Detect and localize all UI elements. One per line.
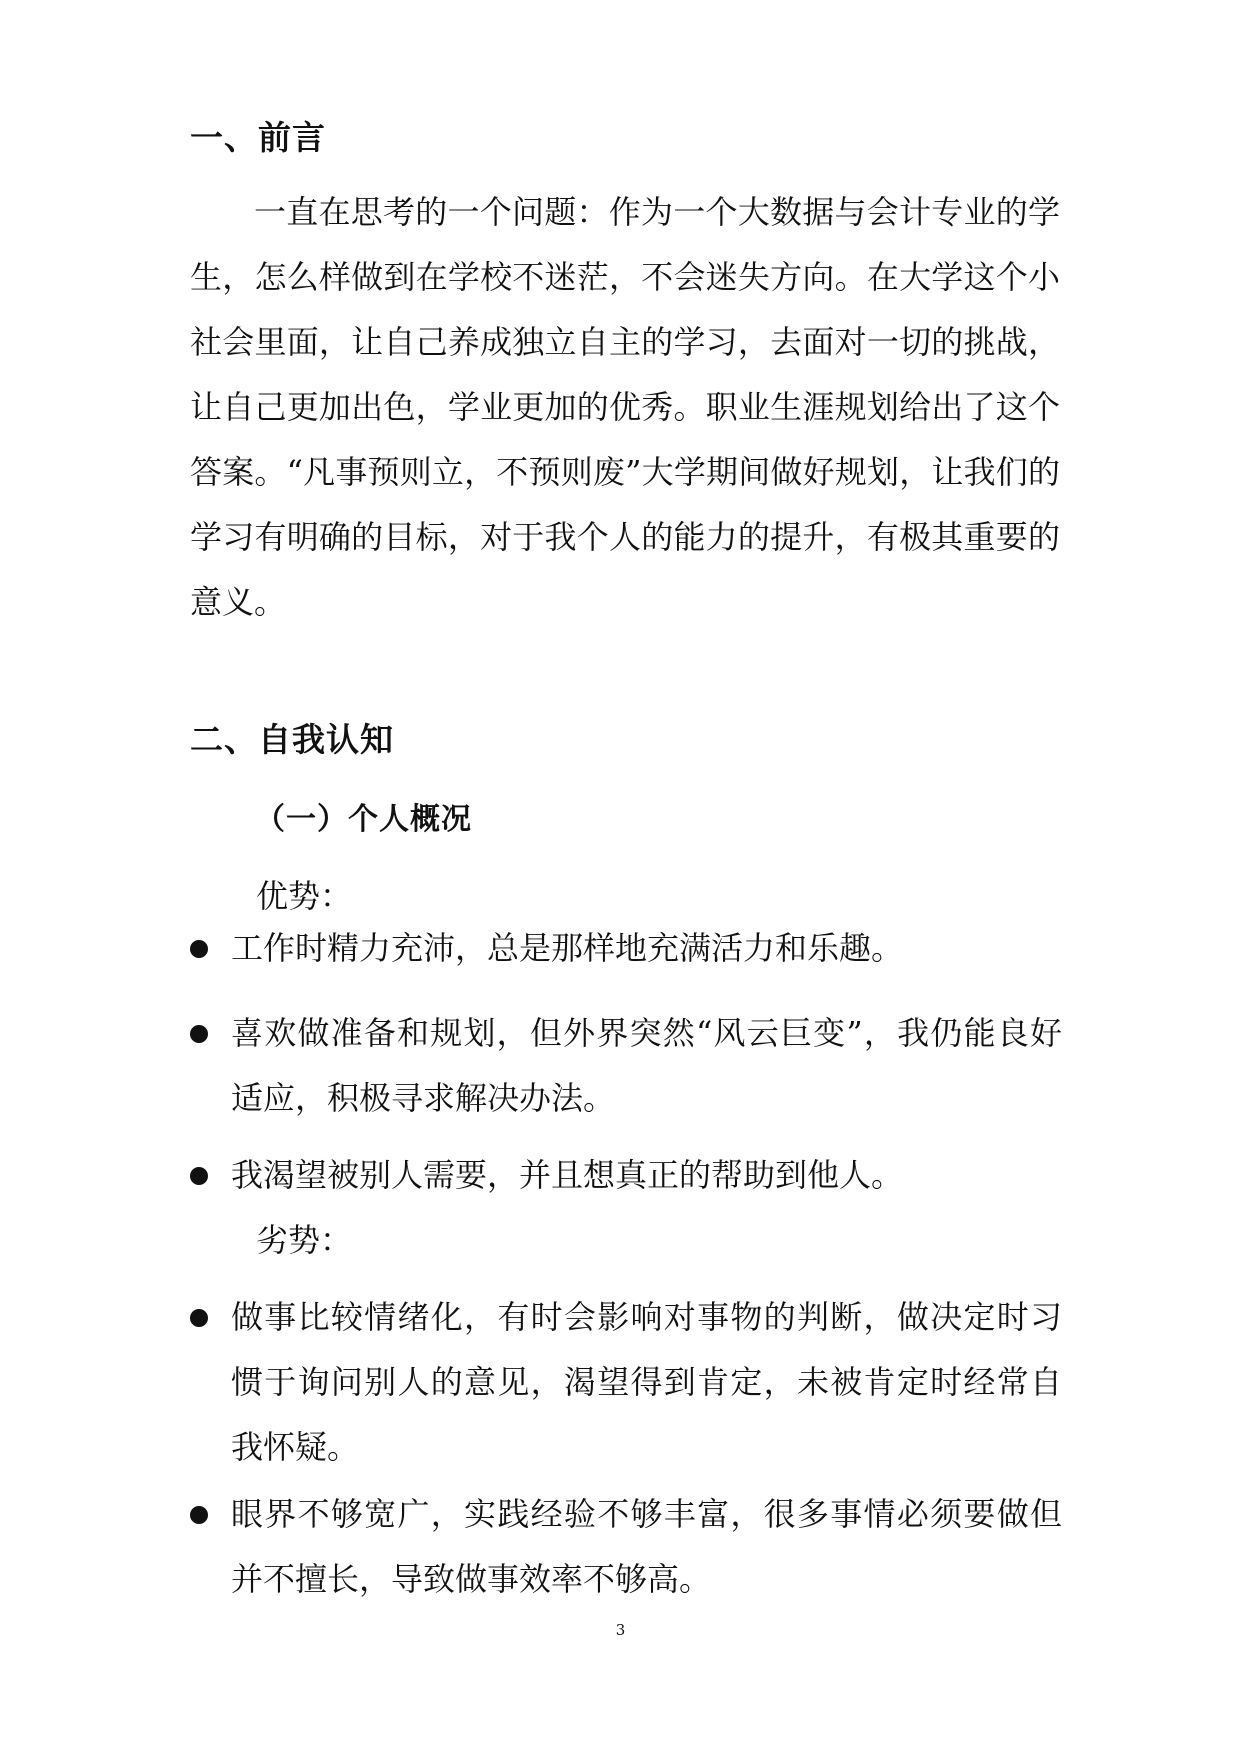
intro-paragraph: 一直在思考的一个问题：作为一个大数据与会计专业的学生，怎么样做到在学校不迷茫，不会迷失方向。在大学这个小社会里面，让自己养成独立自主的学习，去面对一切的挑战，让自己更加出色，学业更加的优秀。职业生涯规划给出了这个答案。“凡事预则立，不预则废”大学期间做好规划，让我们的学习有明确的目标，对于我个人的能力的提升，有极其重要的意义。 xyxy=(190,193,1060,621)
strength-list-item xyxy=(190,916,1062,981)
section-heading-self-awareness: 二、自我认知 xyxy=(190,720,394,759)
bullet-icon xyxy=(190,940,208,958)
bullet-icon xyxy=(190,1309,208,1327)
strength-list-item xyxy=(190,1001,1062,1131)
strengths-label: 优势： xyxy=(256,877,353,915)
section-heading-intro: 一、前言 xyxy=(190,118,326,157)
weakness-text: 做事比较情绪化，有时会影响对事物的判断，做决定时习惯于询问别人的意见，渴望得到肯定，未被肯定时经常自我怀疑。 xyxy=(231,1298,1062,1466)
strength-text: 工作时精力充沛，总是那样地充满活力和乐趣。 xyxy=(231,929,904,967)
weaknesses-label: 劣势： xyxy=(256,1221,353,1259)
weakness-text: 眼界不够宽广，实践经验不够丰富，很多事情必须要做但并不擅长，导致做事效率不够高。 xyxy=(231,1495,1062,1598)
bullet-icon xyxy=(190,1025,208,1043)
weakness-list-item xyxy=(190,1285,1062,1480)
strength-list-item xyxy=(190,1143,1062,1208)
weakness-list-item xyxy=(190,1482,1062,1612)
page-number: 3 xyxy=(615,1621,626,1639)
bullet-icon xyxy=(190,1167,208,1185)
subsection-heading-personal-overview: （一）个人概况 xyxy=(255,802,472,837)
bullet-icon xyxy=(190,1506,208,1524)
strength-text: 喜欢做准备和规划，但外界突然“风云巨变”，我仍能良好适应，积极寻求解决办法。 xyxy=(231,1014,1062,1117)
strength-text: 我渴望被别人需要，并且想真正的帮助到他人。 xyxy=(231,1156,904,1194)
